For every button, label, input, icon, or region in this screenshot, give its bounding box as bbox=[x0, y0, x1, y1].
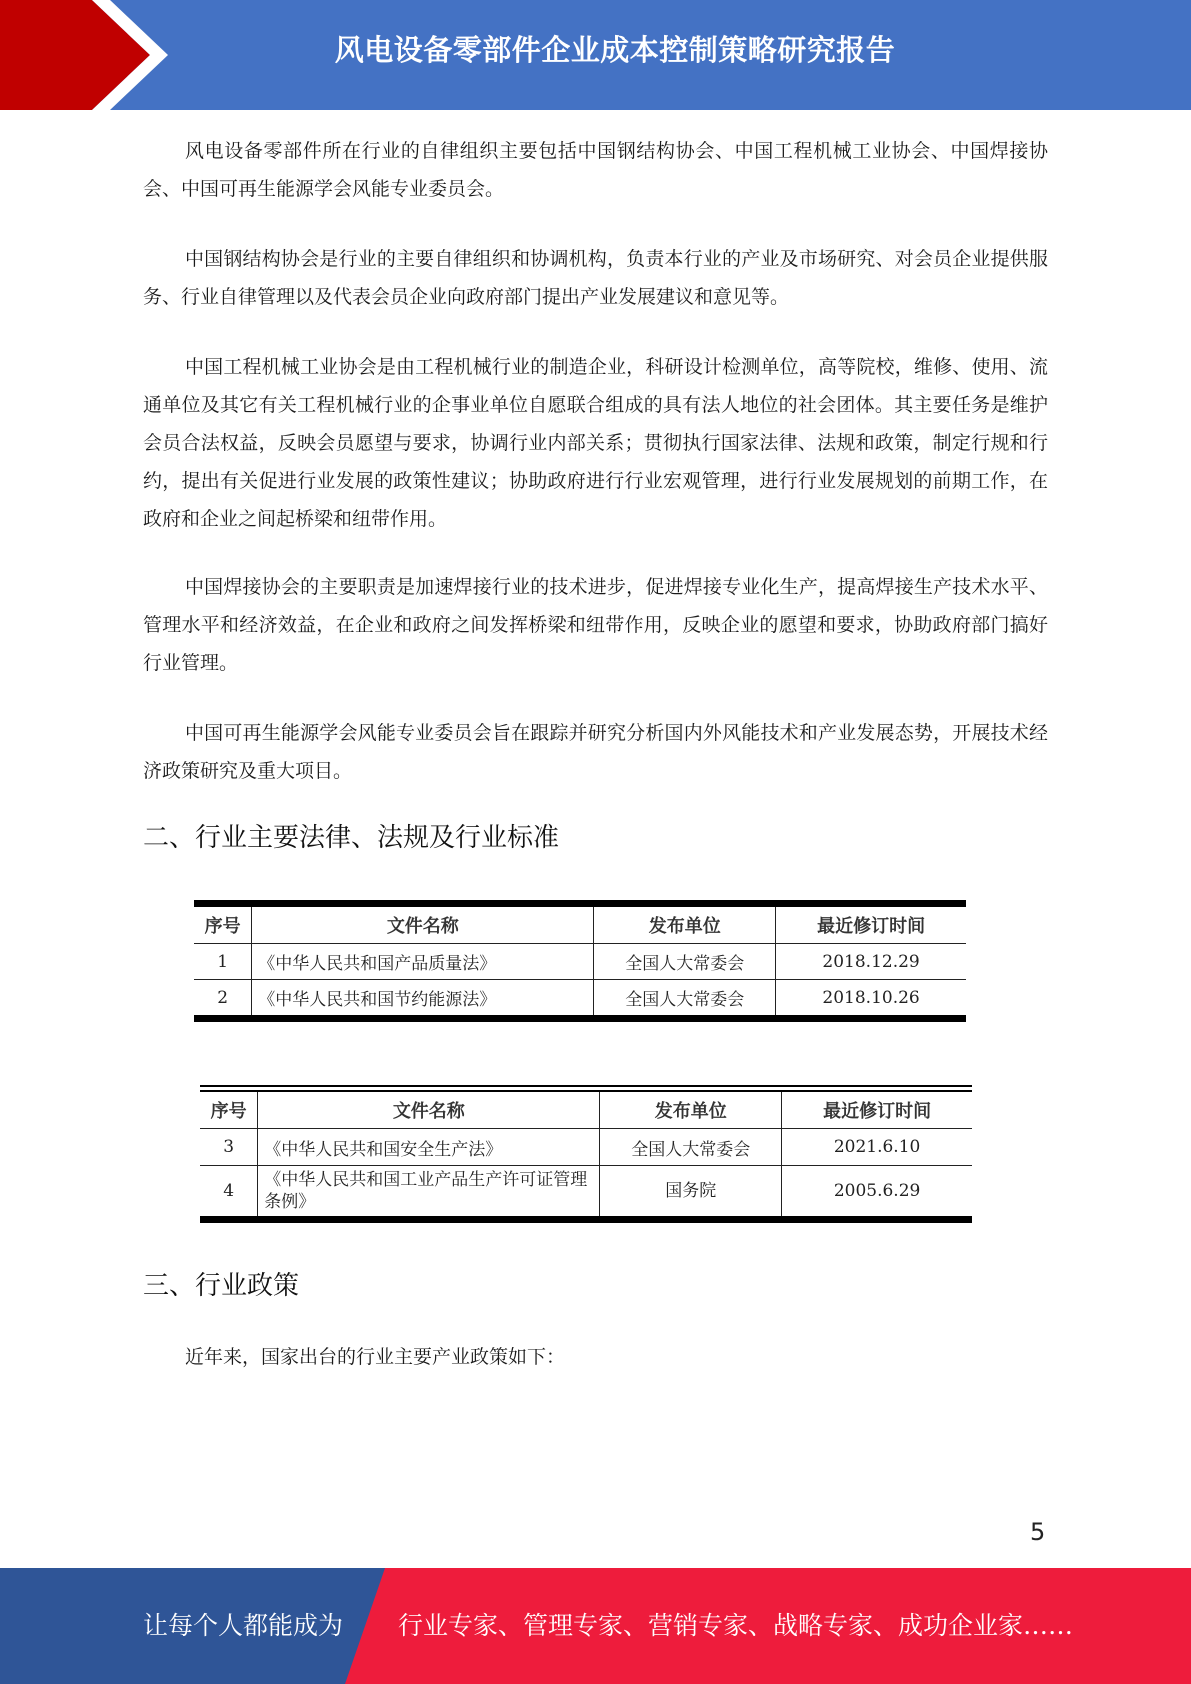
cell-date: 2018.12.29 bbox=[776, 944, 966, 980]
cell-unit: 国务院 bbox=[600, 1166, 782, 1220]
paragraph-3: 中国工程机械工业协会是由工程机械行业的制造企业，科研设计检测单位，高等院校，维修、使用、流通单位及其它有关工程机械行业的企事业单位自愿联合组成的具有法人地位的社会团体。其主要任务是维护会员合法权益，反映会员愿望与要求，协调行业内部关系；贯彻执行国家法律、法规和政策，制定行规和行约，提出有关促进行业发展的政策性建议；协助政府进行行业宏观管理，进行行业发展规划的前期工作，在政府和企业之间起桥梁和纽带作用。 bbox=[143, 356, 1048, 530]
page-footer bbox=[0, 1568, 1191, 1684]
table-header-row bbox=[200, 1089, 972, 1129]
cell-date: 2005.6.29 bbox=[782, 1166, 972, 1220]
paragraph-2: 中国钢结构协会是行业的主要自律组织和协调机构，负责本行业的产业及市场研究、对会员企业提供服务、行业自律管理以及代表会员企业向政府部门提出产业发展建议和意见等。 bbox=[143, 248, 1048, 308]
cell-name: 《中华人民共和国工业产品生产许可证管理条例》 bbox=[258, 1166, 600, 1220]
cell-unit: 全国人大常委会 bbox=[594, 944, 776, 980]
header-cell-no: 序号 bbox=[200, 1089, 258, 1129]
table-row bbox=[200, 1166, 972, 1220]
header-cell-unit: 发布单位 bbox=[600, 1089, 782, 1129]
section-heading-policy: 三、行业政策 bbox=[143, 1271, 300, 1301]
table-row bbox=[194, 944, 966, 980]
paragraph-4: 中国焊接协会的主要职责是加速焊接行业的技术进步，促进焊接专业化生产，提高焊接生产技术水平、管理水平和经济效益，在企业和政府之间发挥桥梁和纽带作用，反映企业的愿望和要求，协助政府部门搞好行业管理。 bbox=[143, 576, 1048, 674]
cell-no: 4 bbox=[200, 1166, 258, 1220]
paragraph-5: 中国可再生能源学会风能专业委员会旨在跟踪并研究分析国内外风能技术和产业发展态势，开展技术经济政策研究及重大项目。 bbox=[143, 722, 1048, 782]
cell-date: 2018.10.26 bbox=[776, 980, 966, 1019]
cell-name: 《中华人民共和国产品质量法》 bbox=[252, 944, 594, 980]
paragraph-1: 风电设备零部件所在行业的自律组织主要包括中国钢结构协会、中国工程机械工业协会、中国焊接协会、中国可再生能源学会风能专业委员会。 bbox=[143, 140, 1048, 200]
header-cell-date: 最近修订时间 bbox=[776, 904, 966, 944]
table-row bbox=[194, 980, 966, 1019]
laws-table-1 bbox=[194, 900, 966, 1022]
footer-slogan-right: 行业专家、管理专家、营销专家、战略专家、成功企业家…… bbox=[398, 1611, 1074, 1640]
section-heading-laws: 二、行业主要法律、法规及行业标准 bbox=[143, 823, 560, 853]
page-header bbox=[0, 0, 1191, 110]
report-title: 风电设备零部件企业成本控制策略研究报告 bbox=[334, 33, 896, 67]
cell-unit: 全国人大常委会 bbox=[600, 1129, 782, 1166]
header-cell-date: 最近修订时间 bbox=[782, 1089, 972, 1129]
cell-name: 《中华人民共和国节约能源法》 bbox=[252, 980, 594, 1019]
page-number: 5 bbox=[1030, 1518, 1046, 1546]
header-cell-no: 序号 bbox=[194, 904, 252, 944]
cell-no: 1 bbox=[194, 944, 252, 980]
cell-name: 《中华人民共和国安全生产法》 bbox=[258, 1129, 600, 1166]
header-cell-name: 文件名称 bbox=[258, 1089, 600, 1129]
header-cell-unit: 发布单位 bbox=[594, 904, 776, 944]
cell-no: 3 bbox=[200, 1129, 258, 1166]
cell-no: 2 bbox=[194, 980, 252, 1019]
footer-slogan-left: 让每个人都能成为 bbox=[143, 1611, 344, 1640]
table-header-row bbox=[194, 904, 966, 944]
laws-table-2 bbox=[200, 1085, 972, 1223]
cell-date: 2021.6.10 bbox=[782, 1129, 972, 1166]
cell-unit: 全国人大常委会 bbox=[594, 980, 776, 1019]
header-cell-name: 文件名称 bbox=[252, 904, 594, 944]
table-row bbox=[200, 1129, 972, 1166]
policy-intro: 近年来，国家出台的行业主要产业政策如下： bbox=[185, 1346, 566, 1368]
